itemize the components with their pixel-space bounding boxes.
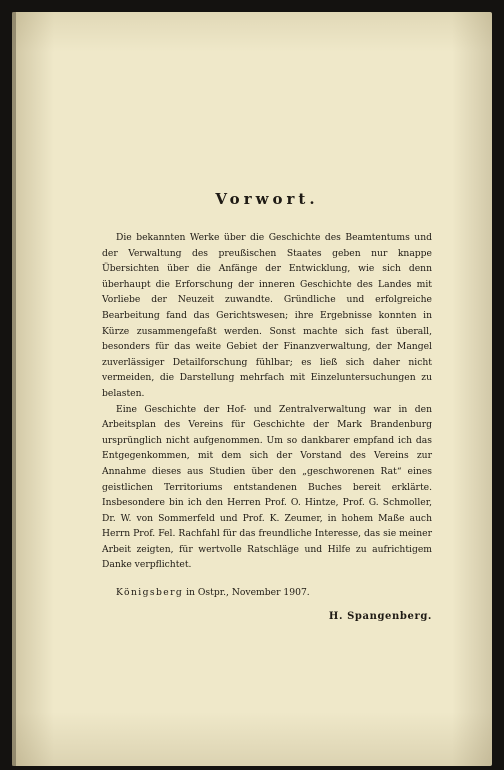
paragraph-2: Eine Geschichte der Hof- und Zentralverwaltung war in den Arbeitsplan des Vereins für Geschichte der Mark Brandenburg ursprünglich nicht aufgenommen. Um so dankbarer empfand ich das Entgegenkommen, mit dem sich der Vorstand des Vereins zur Annahme dieses aus Studien über den „geschworenen Rat“ eines geistlichen Territoriums entstandenen Buches bereit erklärte. Insbesondere bin ich den Herren Prof. O. Hintze, Prof. G. Schmoller, Dr. W. von Sommerfeld und Prof. K. Zeumer, in hohem Maße auch Herrn Prof. Fel. Rachfahl für das freundliche Interesse, das sie meiner Arbeit zeigten, für wertvolle Ratschläge und Hilfe zu aufrichtigem Danke verpflichtet.: [102, 403, 432, 571]
paragraph-1: Die bekannten Werke über die Geschichte des Beamtentums und der Verwaltung des preußischen Staates geben nur knappe Übersichten über die Anfänge der Entwicklung, wie sich denn überhaupt die Erforschung der inneren Geschichte des Landes mit Vorliebe der Neuzeit zuwandte. Gründliche und erfolgreiche Bearbeitung fand das Gerichtswesen; ihre Ergebnisse konnten in Kürze zusammengefaßt werden. Sonst machte sich fast überall, besonders für das weite Gebiet der Finanzverwaltung, der Mangel zuverlässiger Detailforschung fühlbar; es ließ sich daher nicht vermeiden, die Darstellung mehrfach mit Einzeluntersuchungen zu belasten.: [102, 232, 432, 399]
place-name: Königsberg: [116, 587, 184, 599]
preface-body: [102, 230, 432, 573]
book-gutter: [12, 12, 16, 766]
page-title: Vorwort.: [215, 190, 319, 208]
preface-content: [102, 190, 432, 622]
date-text: in Ostpr., November 1907.: [183, 587, 310, 599]
place-and-date: [102, 585, 432, 601]
author-signature: H. Spangenberg.: [328, 610, 432, 622]
